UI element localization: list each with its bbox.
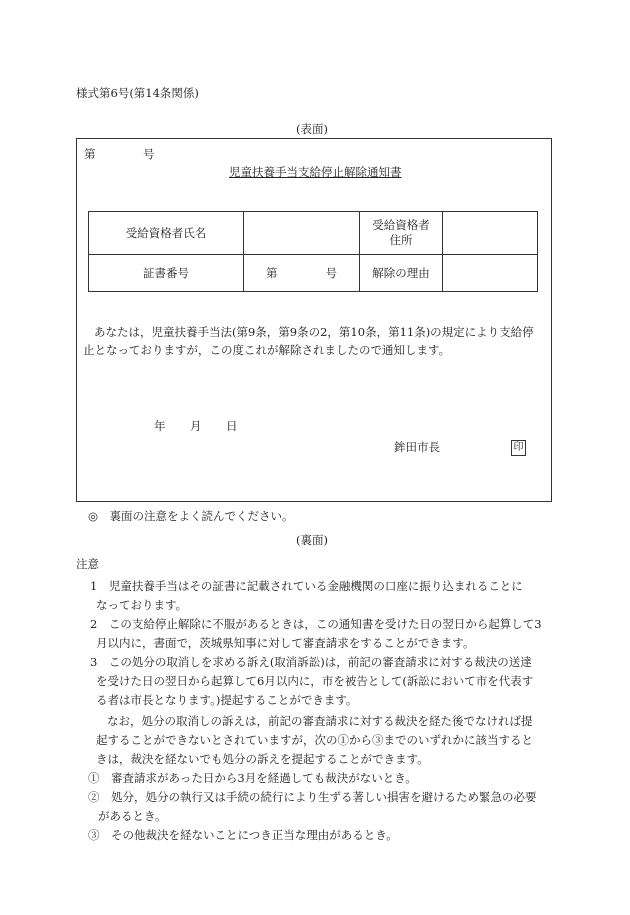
note-line: なお，処分の取消しの訴えは，前記の審査請求に対する裁決を経た後でなければ提 (107, 714, 533, 728)
address-label-cell (360, 212, 443, 255)
recipient-info-table (88, 211, 538, 292)
back-note-marker: ◎ 裏面の注意をよく読んでください。 (88, 509, 294, 523)
note-line: があるとき。 (98, 809, 167, 823)
notice-frame (76, 138, 552, 502)
issuer-name: 鉾田市長 (394, 440, 440, 454)
note-line: 2 この支給停止解除に不服があるときは，この通知書を受けた日の翌日から起算して3 (90, 617, 542, 631)
seal-mark: 印 (511, 440, 526, 456)
number-prefix: 第 (84, 147, 96, 161)
address-label-line2: 住所 (389, 233, 413, 247)
date-year: 年 (154, 419, 166, 433)
notice-body-line1: あなたは，児童扶養手当法(第9条，第9条の2，第10条，第11条)の規定により支給停 (94, 325, 534, 339)
note-line: なっております。 (96, 598, 188, 612)
address-value-cell (443, 212, 538, 255)
cert-label: 証書番号 (143, 265, 189, 280)
note-line: きは，裁決を経ないでも処分の訴えを提起することができます。 (96, 752, 429, 766)
cert-suffix: 号 (325, 265, 337, 280)
back-side-label: (裏面) (296, 533, 328, 547)
note-line: ③ その他裁決を経ないことにつき正当な理由があるとき。 (88, 828, 398, 842)
name-label: 受給資格者氏名 (125, 225, 207, 240)
date-day: 日 (226, 419, 238, 433)
note-line: 月以内に，書面で，茨城県知事に対して審査請求をすることができます。 (96, 636, 475, 650)
cert-prefix: 第 (266, 265, 278, 280)
number-suffix: 号 (143, 147, 155, 161)
reason-label: 解除の理由 (372, 265, 430, 280)
note-line: 起することができないとされていますが，次の①から③までのいずれかに該当すると (96, 733, 533, 747)
note-line: 3 この処分の取消しを求める訴え(取消訴訟)は，前記の審査請求に対する裁決の送達 (90, 655, 532, 669)
address-label-line1: 受給資格者 (372, 218, 430, 232)
reason-value-cell (443, 255, 538, 292)
note-line: 1 児童扶養手当はその証書に記載されている金融機関の口座に振り込まれることに (90, 579, 523, 593)
note-line: ② 処分，処分の執行又は手続の続行により生ずる著しい損害を避けるため緊急の必要 (88, 790, 537, 804)
form-label: 様式第6号(第14条関係) (76, 86, 199, 100)
cert-label-cell (89, 255, 244, 292)
date-month: 月 (190, 419, 202, 433)
note-line: を受けた日の翌日から起算して6月以内に，市を被告として(訴訟において市を代表す (96, 674, 534, 688)
note-line: ① 審査請求があった日から3月を経過しても裁決がないとき。 (88, 771, 417, 785)
name-label-cell (89, 212, 244, 255)
reason-label-cell (360, 255, 443, 292)
front-side-label: (表面) (296, 122, 328, 136)
notice-title: 児童扶養手当支給停止解除通知書 (229, 165, 402, 179)
notes-heading: 注意 (76, 557, 99, 571)
name-value-cell (244, 212, 360, 255)
note-line: る者は市長となります。)提起することができます。 (96, 693, 358, 707)
cert-value-cell (244, 255, 360, 292)
notice-body-line2: 止となっておりますが，この度これが解除されましたので通知します。 (83, 343, 451, 357)
